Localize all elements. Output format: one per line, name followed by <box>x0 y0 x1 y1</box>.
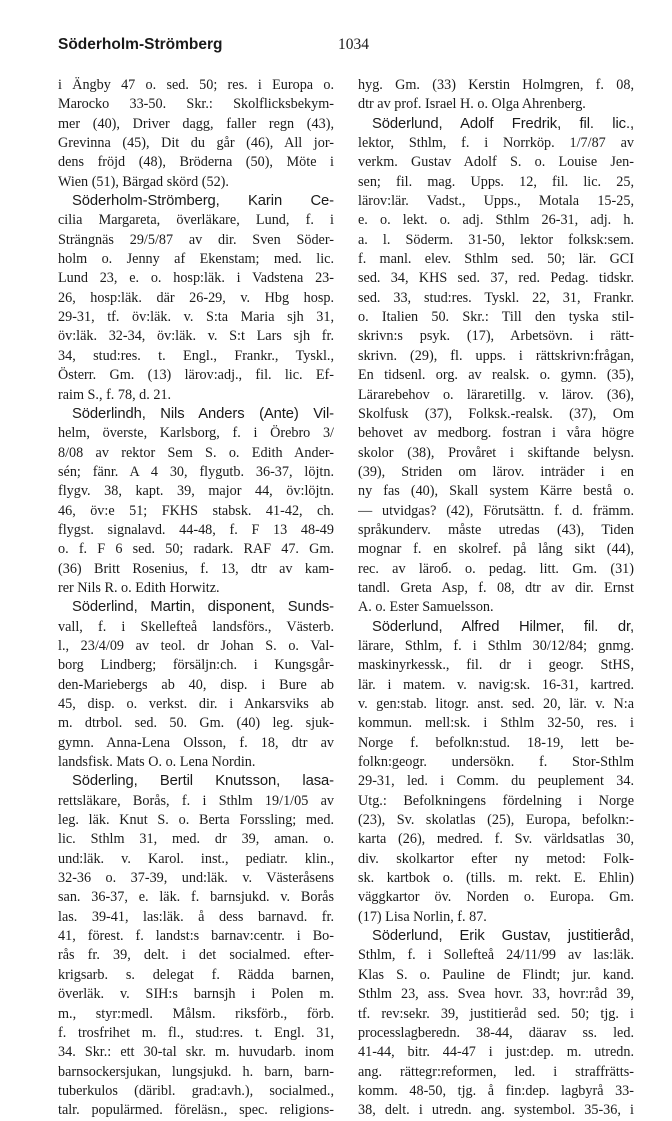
running-head <box>58 36 624 58</box>
text-line: sén; fänr. A 4 30, flygutb. 36-37, löjtn. <box>58 463 334 480</box>
text-line: överläk. v. SIH:s barnsjh i Polen m. <box>58 986 334 1003</box>
text-line: gymn. Anna-Lena Olsson, f. 18, dtr av <box>58 734 334 751</box>
text-line: Marocko 33-50. Skr.: Skolflicksbekym- <box>58 96 334 113</box>
text-line: raim S., f. 78, d. 21. <box>58 386 172 403</box>
text-line: e. o. lekt. o. adj. Sthlm 26-31, adj. h. <box>358 212 634 229</box>
text-line: 29-31, led. i Comm. du peuplement 34. <box>358 773 634 790</box>
text-line: sed. 33, stud:res. Tyskl. 22, 31, Frankr. <box>358 289 634 306</box>
text-line: Skolfusk (37), Folksk.-realsk. (37), Om <box>358 405 634 422</box>
text-line: landsfisk. Mats O. o. Lena Nordin. <box>58 754 256 771</box>
text-line: helm, överste, Karlsborg, f. i Örebro 3/ <box>58 425 334 442</box>
text-line: komm. 48-50, tjg. å fin:dep. lagbyrå 33- <box>358 1082 634 1099</box>
entry-headword-line: Söderholm-Strömberg, Karin Ce- <box>72 193 334 210</box>
text-line: 41-44, bitr. 44-47 i just:dep. m. utredn. <box>358 1044 634 1061</box>
text-line: a. l. Söderm. 31-50, lektor folksk:sem. <box>358 231 634 248</box>
text-line: Wien (51), Bärgad skörd (52). <box>58 173 229 190</box>
text-line: mer (40), Driver dagg, faller regn (43), <box>58 115 334 132</box>
entry-headword-line: Söderlund, Erik Gustav, justitieråd, <box>372 928 634 945</box>
text-line: 34. Skr.: ett 30-tal skr. m. huvudarb. inom <box>58 1044 334 1061</box>
text-line: A. o. Ester Samuelsson. <box>358 599 494 616</box>
text-line: Lärarebehov o. läraretillg. v. lärov. (36), <box>358 386 634 403</box>
text-line: vall, f. i Skellefteå landsförs., Västerb. <box>58 618 334 635</box>
text-line: 8/08 av rektor Sem S. o. Edith Ander- <box>58 444 334 461</box>
text-line: las. 39-41, las:läk. å dess barnavd. fr. <box>58 908 334 925</box>
text-line: (23), Sv. skolatlas (25), Europa, befolkn:- <box>358 812 634 829</box>
text-line: m., styr:medl. Målsm. riksförb., förb. <box>58 1005 334 1022</box>
text-line: hyg. Gm. (33) Kerstin Holmgren, f. 08, <box>358 77 634 93</box>
text-line: skolor (38), Provåret i skiftande belysn. <box>358 444 634 461</box>
text-line: 34, stud:res. t. Engl., Frankr., Tyskl., <box>58 347 334 364</box>
text-line: m. dtrbol. sed. 50. Gm. (40) leg. sjuk- <box>58 715 334 732</box>
text-line: talr. populärmed. föreläsn., spec. religions- <box>58 1102 334 1119</box>
text-line: lär. i matem. v. navig:sk. 16-31, kartred. <box>358 676 634 693</box>
text-line: rer Nils R. o. Edith Horwitz. <box>58 579 220 596</box>
text-line: v. gen:stab. litogr. anst. sed. 20, lär. v. N:a <box>358 696 634 712</box>
text-line: dtr av prof. Israel H. o. Olga Ahrenberg. <box>358 96 586 113</box>
text-line: div. skolkartor efter ny metod: Folk- <box>358 850 634 867</box>
text-line: (17) Lisa Norlin, f. 87. <box>358 908 487 925</box>
text-line: Österr. Gm. (13) lärov:adj., fil. lic. Ef- <box>58 367 334 384</box>
text-line: barnsockersjukan, lungsjukd. h. barn, barn- <box>58 1063 334 1080</box>
text-line: rec. av läroб. o. pedag. litt. Gm. (31) <box>358 560 634 577</box>
text-line: cilia Margareta, överläkare, Lund, f. i <box>58 212 334 229</box>
text-line: holm o. Jenny af Ekenstam; med. lic. <box>58 251 334 268</box>
text-line: processlagberedn. 38-44, däarav ss. led. <box>358 1024 634 1041</box>
text-line: 29-31, tf. öv:läk. v. S:ta Maria sjh 31, <box>58 309 334 326</box>
text-line: krigsarb. s. delegat f. Rädda barnen, <box>58 966 334 983</box>
text-line: skrivn:s psyk. (17), Arbetsövn. i rätt- <box>358 328 634 345</box>
text-line: öv:läk. 32-34, öv:läk. v. S:t Lars sjh fr. <box>58 328 334 345</box>
text-line: tuberkulos (däribl. grad:avh.), socialmed., <box>58 1082 334 1099</box>
text-line: o. Italien 50. Skr.: Till den tyska stil- <box>358 309 634 326</box>
text-line: — utvidgas? (42), Förutsättn. f. d. främm. <box>358 502 634 519</box>
text-line: flygst. signalavd. 44-48, f. F 13 48-49 <box>58 521 334 538</box>
text-line: dens fröjd (48), Bröderna (50), Möte i <box>58 154 334 171</box>
text-line: (36) Britt Rosenius, f. 13, dtr av kam- <box>58 560 334 577</box>
text-line: tandl. Greta Asp, f. 08, dtr av dir. Ernst <box>358 579 634 596</box>
text-line: väggkartor öv. Norden o. Europa. Gm. <box>358 889 634 906</box>
text-line: Grevinna (45), Dit du går (46), All jor- <box>58 135 334 152</box>
text-line: ang. rättegr:reformen, led. i straffrätts- <box>358 1063 634 1080</box>
text-line: flygv. 38, kapt. 39, major 44, öv:löjtn. <box>58 483 334 500</box>
text-line: 41, förest. f. landst:s barnav:centr. i Bo- <box>58 928 334 945</box>
text-line: Sthlm 23, ass. Svea hovr. 33, hovr:råd 39, <box>358 986 634 1003</box>
text-line: (39), Striden om lärov. inträder i en <box>358 463 634 480</box>
text-line: folkn:geogr. undersökn. f. Stor-Sthlm <box>358 754 634 771</box>
text-line: rettsläkare, Borås, f. i Sthlm 19/1/05 av <box>58 792 334 809</box>
text-line: ny fas (40), Skall system Kärre bestå o. <box>358 483 634 500</box>
text-line: maskinyrkessk., fil. dr i geogr. StHS, <box>358 657 634 674</box>
text-line: 32-36 o. 37-39, und:läk. v. Västeråsens <box>58 870 334 887</box>
text-line: sk. kartbok o. (tills. m. rekt. E. Ehlin) <box>358 870 634 887</box>
text-line: und:läk. v. Karol. inst., pediatr. klin., <box>58 850 334 867</box>
text-line: sen; fil. mag. Upps. 12, fil. lic. 25, <box>358 173 634 190</box>
text-line: karta (26), medred. f. Sv. världsatlas 30, <box>358 831 634 848</box>
text-line: f. manl. elev. Sthlm sed. 50; lär. GCI <box>358 251 634 268</box>
text-line: Norge f. befolkn:stud. 18-19, lett be- <box>358 734 634 751</box>
entry-headword-line: Söderlind, Martin, disponent, Sunds- <box>72 599 334 616</box>
text-line: l., 23/4/09 av teol. dr Johan S. o. Val- <box>58 637 334 654</box>
text-line: rås fr. 39, delt. i det socialmed. efter- <box>58 947 334 964</box>
text-line: Strängnäs 29/5/87 av dir. Sven Söder- <box>58 231 334 248</box>
text-line: 45, disp. o. verkst. dir. i Ankarsviks ab <box>58 696 334 712</box>
right-column <box>358 76 634 1121</box>
text-line: den-Mariebergs ab 40, disp. i Bure ab <box>58 676 334 693</box>
text-line: 38, delt. i utredn. ang. systembol. 35-36, i <box>358 1102 634 1119</box>
text-line: språkunderv. måste utredas (43), Tiden <box>358 521 634 538</box>
text-line: f. trosfrihet m. fl., stud:res. t. Engl. 31, <box>58 1024 334 1041</box>
entry-headword-line: Söderlindh, Nils Anders (Ante) Vil- <box>72 405 334 422</box>
text-line: behovet av medborg. fostran i våra högre <box>358 425 634 442</box>
text-line: lektor, Sthlm, f. i Norrköp. 1/7/87 av <box>358 135 634 152</box>
text-line: lärare, Sthlm, f. i Sthlm 30/12/84; gnmg. <box>358 637 634 654</box>
text-line: verkm. Gustav Adolf S. o. Louise Jen- <box>358 154 634 171</box>
text-line: lärov:lär. Vadst., Upps., Motala 15-25, <box>358 193 634 210</box>
text-line: Lund 23, e. o. hosp:läk. i Vadstena 23- <box>58 270 334 287</box>
text-line: borg Lindberg; försäljn:ch. i Kungsgår- <box>58 657 334 674</box>
entry-headword-line: Söderling, Bertil Knutsson, lasa- <box>72 773 334 790</box>
text-line: kommun. mell:sk. i Sthlm 32-50, res. i <box>358 715 634 732</box>
text-line: mognar f. en skolref. på lång sikt (44), <box>358 541 634 558</box>
running-head-title: Söderholm-Strömberg <box>58 36 223 53</box>
text-line: 26, hosp:läk. där 26-29, v. Hbg hosp. <box>58 289 334 306</box>
text-line: 46, öv:e 51; FKHS stabsk. 41-42, ch. <box>58 502 334 519</box>
text-line: sed. 34, KHS sed. 37, red. Pedag. tidskr. <box>358 270 634 287</box>
text-line: tf. rev:sekr. 39, justitieråd sed. 50; tjg. i <box>358 1005 634 1022</box>
text-line: skrivn. (29), fl. upps. i rättskrivn:frågan, <box>358 347 634 364</box>
entry-headword-line: Söderlund, Adolf Fredrik, fil. lic., <box>372 115 634 132</box>
text-line: i Ängby 47 o. sed. 50; res. i Europa o. <box>58 77 334 93</box>
text-line: leg. läk. Knut S. o. Berta Forssling; med. <box>58 812 334 829</box>
text-line: Klas S. o. Pauline de Flindt; jur. kand. <box>358 966 634 983</box>
left-column <box>58 76 334 1121</box>
text-line: Sthlm, f. i Sollefteå 24/11/99 av las:läk. <box>358 947 634 964</box>
text-line: san. 36-37, e. läk. f. barnsjukd. v. Borås <box>58 889 334 906</box>
text-line: Utg.: Befolkningens fördelning i Norge <box>358 792 634 809</box>
text-line: En tidsenl. org. av realsk. o. gymn. (35), <box>358 367 634 384</box>
entry-headword-line: Söderlund, Alfred Hilmer, fil. dr, <box>372 618 634 635</box>
text-line: o. f. F 6 sed. 50; radark. RAF 47. Gm. <box>58 541 334 558</box>
page-number: 1034 <box>338 36 369 53</box>
text-line: lic. Sthlm 31, med. dr 39, aman. o. <box>58 831 334 848</box>
